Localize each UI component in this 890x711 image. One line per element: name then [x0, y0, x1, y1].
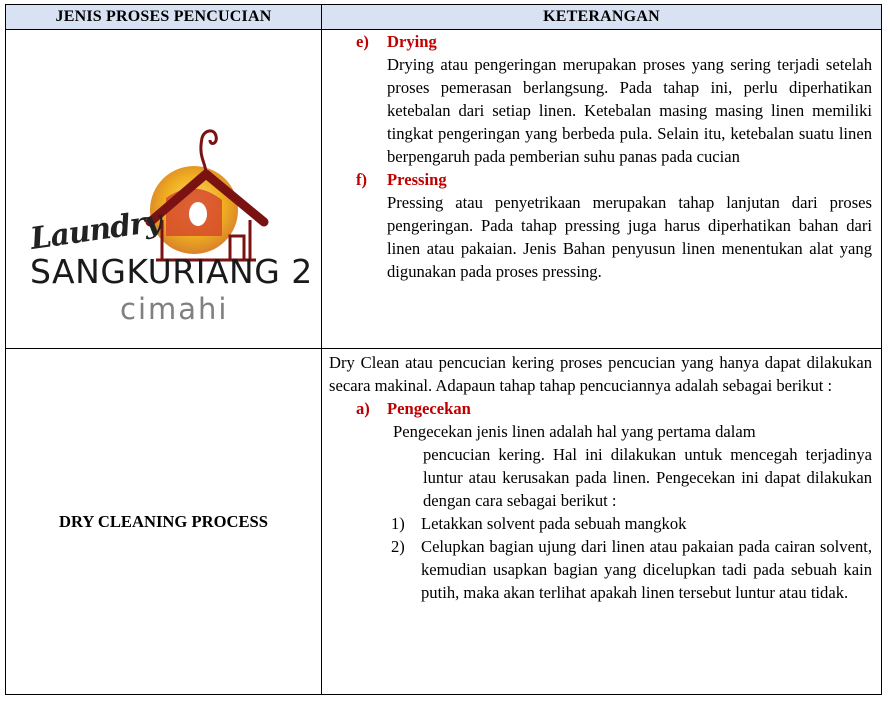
header-keterangan: KETERANGAN — [322, 5, 882, 30]
logo-sub-text: cimahi — [120, 292, 229, 326]
logo-cell — [6, 30, 322, 349]
step-pengecekan-text-first: Pengecekan jenis linen adalah hal yang pertama dalam — [393, 422, 756, 441]
subitem-2-text: Celupkan bagian ujung dari linen atau pakaian pada cairan solvent, kemudian usapkan bagian yang dicelupkan tadi pada sebuah kain putih, maka akan terlihat apakah linen tersebut luntur atau tidak. — [421, 537, 872, 602]
subitem-1-text: Letakkan solvent pada sebuah mangkok — [421, 514, 687, 533]
laundry-logo — [6, 30, 322, 348]
subitem-2 — [391, 535, 872, 604]
step-pengecekan-text-rest: pencucian kering. Hal ini dilakukan untuk mencegah terjadinya luntur atau kerusakan pada linen. Pengecekan ini dapat dilakukan dengan cara sebagai berikut : — [423, 445, 872, 510]
item-drying-title: Drying — [387, 32, 437, 51]
subitem-1-marker: 1) — [391, 514, 405, 533]
step-pengecekan — [356, 397, 872, 604]
item-pressing-title: Pressing — [387, 170, 447, 189]
item-pressing-text: Pressing atau penyetrikaan merupakan tahap lanjutan dari proses pengeringan. Pada tahap pressing juga harus diperhatikan bahan dari linen atau pakaian. Jenis Bahan penyusun linen menentukan alat yang digunakan pada proses pressing. — [387, 193, 872, 281]
hanger-house-logo-icon — [136, 118, 276, 268]
step-pengecekan-marker: a) — [356, 399, 370, 418]
item-drying-text: Drying atau pengeringan merupakan proses yang sering terjadi setelah proses pemerasan berlangsung. Pada tahap ini, perlu diperhatikan ketebalan dari setiap linen. Ketebalan masing masing linen memiliki tingkat pengeringan yang berbeda pula. Selain itu, ketebalan suatu linen berpengaruh pada pemberian suhu panas pada cucian — [387, 55, 872, 166]
dry-cleaning-label: DRY CLEANING PROCESS — [58, 511, 269, 531]
row2-description — [322, 349, 882, 695]
item-pressing-marker: f) — [356, 170, 368, 189]
logo-main-text: SANGKURIANG 2 — [30, 252, 313, 291]
dry-cleaning-label-cell — [6, 349, 322, 695]
logo-script-text: Laundry — [28, 204, 164, 257]
row1-description — [322, 30, 882, 349]
subitem-2-marker: 2) — [391, 537, 405, 556]
subitem-1 — [391, 512, 872, 535]
header-jenis-proses: JENIS PROSES PENCUCIAN — [6, 5, 322, 30]
step-pengecekan-title: Pengecekan — [387, 399, 471, 418]
process-table — [5, 4, 882, 695]
item-pressing — [356, 168, 872, 283]
dry-clean-intro: Dry Clean atau pencucian kering proses pencucian yang hanya dapat dilakukan secara makinal. Adapaun tahap tahap pencuciannya adalah sebagai berikut : — [329, 353, 872, 395]
item-drying-marker: e) — [356, 32, 369, 51]
item-drying — [356, 30, 872, 168]
